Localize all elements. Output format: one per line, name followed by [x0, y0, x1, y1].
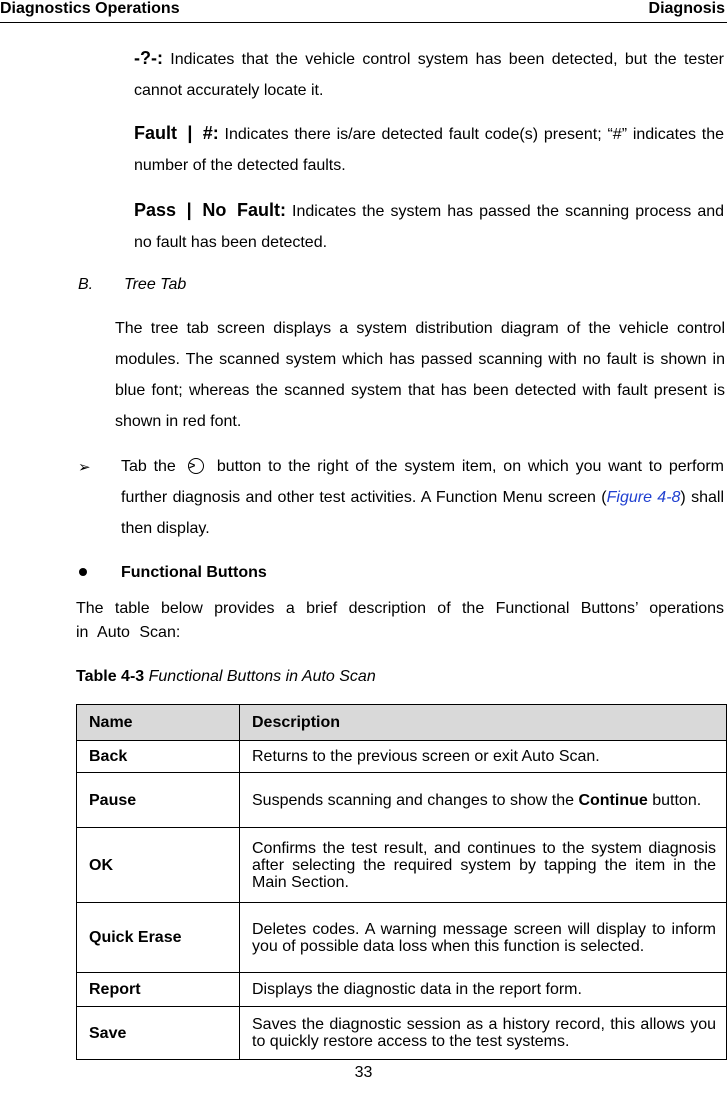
tip-text-end: ) shall then display.	[121, 489, 724, 537]
row-description: Returns to the previous screen or exit Auto Scan.	[240, 741, 727, 773]
row-description: Confirms the test result, and continues to the system diagnosis after selecting the required system by tapping the item in the Main Section.	[240, 828, 727, 903]
table-caption-label: Table 4-3	[76, 668, 145, 685]
row-description: Displays the diagnostic data in the report form.	[240, 973, 727, 1007]
status-text: Indicates the system has passed the scanning process and no fault has been detected.	[134, 203, 725, 251]
header-section-title: Diagnostics Operations	[0, 0, 180, 17]
functional-buttons-table	[76, 704, 727, 1060]
status-label: Fault | #:	[134, 123, 219, 143]
status-label: -?-:	[134, 48, 163, 68]
header-rule	[0, 22, 727, 23]
table-row	[77, 973, 727, 1007]
row-name: Pause	[77, 773, 240, 828]
table-row	[77, 741, 727, 773]
bullet-dot-icon	[79, 568, 87, 576]
column-header-description: Description	[240, 705, 727, 741]
status-text: Indicates there is/are detected fault code(s) present; “#” indicates the number of the detected faults.	[134, 126, 724, 174]
status-def-pass	[134, 195, 724, 258]
status-def-unknown	[134, 43, 724, 106]
column-header-name: Name	[77, 705, 240, 741]
next-button-icon: >	[188, 458, 204, 474]
row-description: Saves the diagnostic session as a history record, this allows you to quickly restore access to the test systems.	[240, 1007, 727, 1060]
row-name: Quick Erase	[77, 903, 240, 973]
row-description-text: Suspends scanning and changes to show the	[252, 791, 579, 809]
row-description	[240, 773, 727, 828]
status-text: Indicates that the vehicle control system has been detected, but the tester cannot accurately locate it.	[134, 51, 724, 99]
table-row	[77, 773, 727, 828]
table-caption-text: Functional Buttons in Auto Scan	[144, 668, 376, 685]
section-b-body: The tree tab screen displays a system distribution diagram of the vehicle control modules. The scanned system which has passed scanning with no fault is shown in blue font; whereas the scanned system that has been detected with fault present is shown in red font.	[115, 320, 725, 430]
table-row	[77, 1007, 727, 1060]
row-description: Deletes codes. A warning message screen will display to inform you of possible data loss when this function is selected.	[240, 903, 727, 973]
row-name: Save	[77, 1007, 240, 1060]
row-name: Report	[77, 973, 240, 1007]
continue-keyword: Continue	[578, 791, 648, 809]
row-name: OK	[77, 828, 240, 903]
tip-text-after: button to the right of the system item, on which you want to perform further diagnosis and other test activities. A Function Menu screen (	[121, 458, 725, 506]
figure-link[interactable]: Figure 4-8	[606, 489, 681, 506]
status-label: Pass | No Fault:	[134, 200, 286, 220]
row-name: Back	[77, 741, 240, 773]
section-b-title: Tree Tab	[124, 276, 187, 293]
header-chapter-title: Diagnosis	[648, 0, 725, 17]
status-def-fault	[134, 118, 724, 181]
arrow-bullet-icon: ➢	[78, 459, 91, 476]
table-caption	[76, 668, 376, 686]
section-b-marker: B.	[78, 276, 94, 293]
page-number: 33	[354, 1064, 373, 1081]
row-description-tail: button.	[647, 791, 702, 809]
table-header-row	[77, 705, 727, 741]
functional-heading: Functional Buttons	[121, 564, 267, 581]
table-row	[77, 903, 727, 973]
tip-paragraph	[121, 451, 724, 544]
functional-intro: The table below provides a brief description of the Functional Buttons’ operations in Auto Scan:	[76, 600, 724, 641]
table-row	[77, 828, 727, 903]
tip-text-before: Tab the	[121, 458, 176, 475]
